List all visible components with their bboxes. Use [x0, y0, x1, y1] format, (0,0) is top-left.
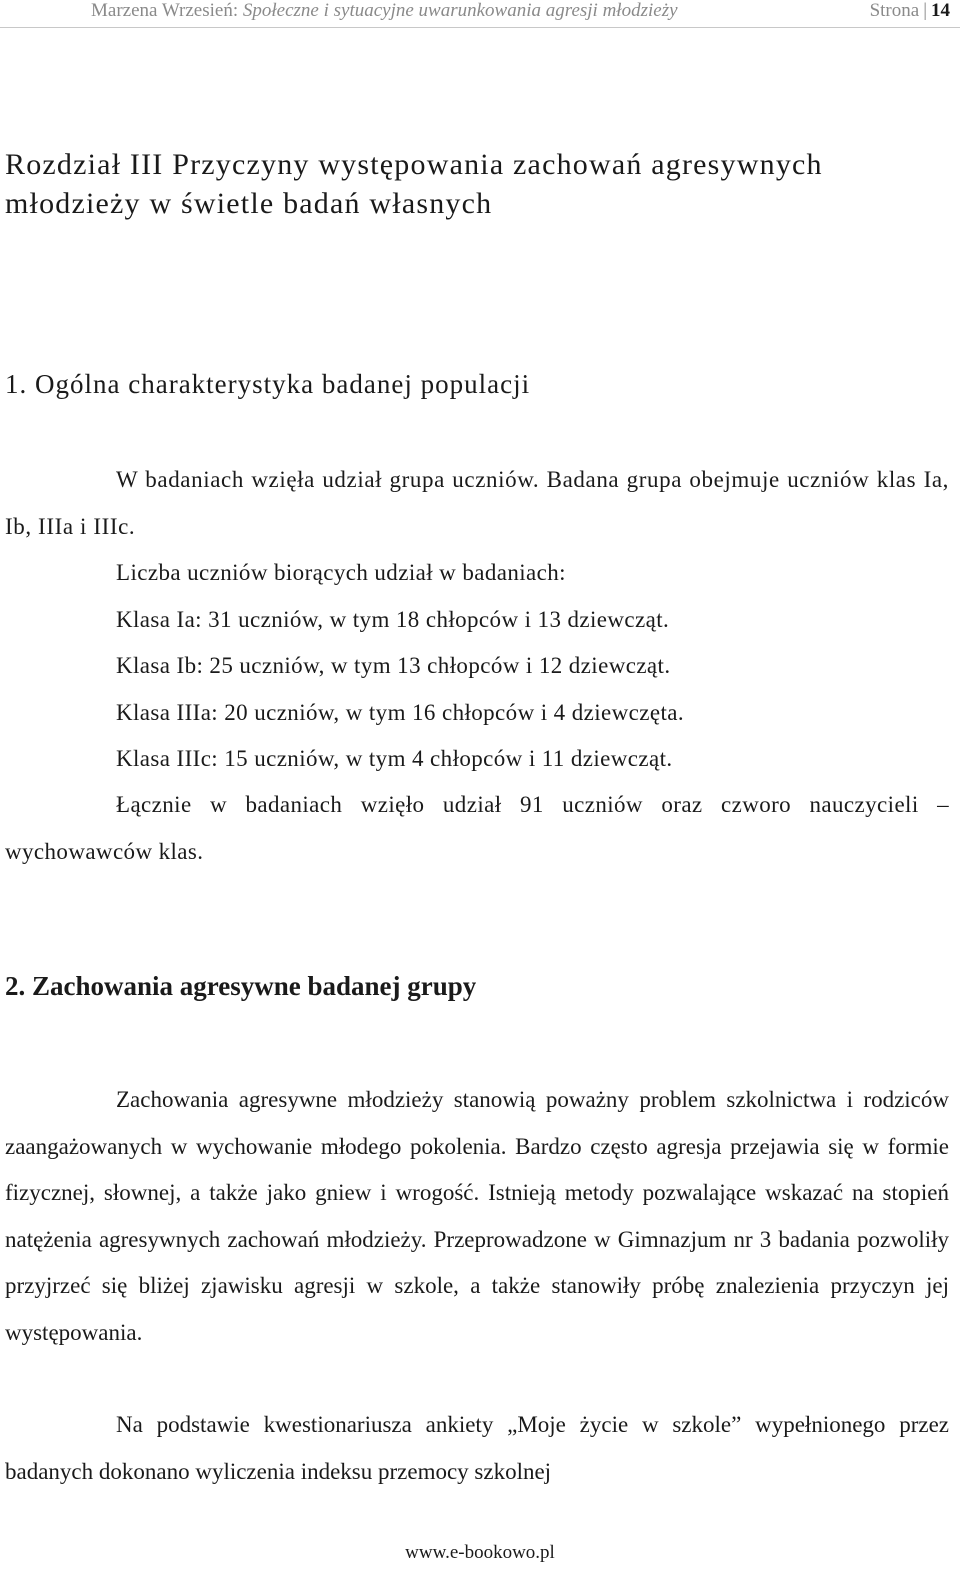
- page-indicator: [870, 0, 950, 22]
- section-2-paragraph-2: Na podstawie kwestionariusza ankiety „Moje życie w szkole” wypełnionego przez badanych dokonano wyliczenia indeksu przemocy szkolnej: [5, 1412, 949, 1484]
- running-title: [91, 0, 678, 22]
- header-subtitle: Społeczne i sytuacyjne uwarunkowania agresji młodzieży: [242, 0, 678, 21]
- page-header: [0, 0, 960, 28]
- class-list-item: Klasa Ib: 25 uczniów, w tym 13 chłopców i 12 dziewcząt.: [116, 653, 671, 678]
- class-list-heading: Liczba uczniów biorących udział w badaniach:: [116, 560, 566, 585]
- chapter-title: Rozdział III Przyczyny występowania zachowań agresywnych młodzieży w świetle badań własnych: [5, 148, 823, 220]
- section-1-summary: Łącznie w badaniach wzięło udział 91 uczniów oraz czworo nauczycieli – wychowawców klas.: [5, 792, 949, 864]
- page-label: Strona: [869, 0, 920, 21]
- section-1-title: 1. Ogólna charakterystyka badanej populacji: [5, 369, 531, 399]
- class-list: [5, 550, 949, 783]
- class-list-item: Klasa IIIa: 20 uczniów, w tym 16 chłopców i 4 dziewczęta.: [116, 699, 685, 725]
- section-2-title: 2. Zachowania agresywne badanej grupy: [5, 971, 477, 1001]
- section-2-paragraph-1: Zachowania agresywne młodzieży stanowią poważny problem szkolnictwa i rodziców zaangażowanych w wychowanie młodego pokolenia. Bardzo często agresja przejawia się w formie fizycznej, słownej, a także jako gniew i wrogość. Istnieją metody pozwalające wskazać na stopień natężenia agresywnych zachowań młodzieży. Przeprowadzone w Gimnazjum nr 3 badania pozwoliły przyjrzeć się bliżej zjawisku agresji w szkole, a także stanowiły próbę znalezienia przyczyn jej występowania.: [5, 1087, 949, 1345]
- class-list-item: Klasa IIIc: 15 uczniów, w tym 4 chłopców i 11 dziewcząt.: [116, 746, 673, 771]
- class-list-item: Klasa Ia: 31 uczniów, w tym 18 chłopców i 13 dziewcząt.: [116, 606, 670, 632]
- footer-website: www.e-bookowo.pl: [405, 1542, 555, 1563]
- page-separator: |: [923, 0, 927, 21]
- page-number: 14: [931, 0, 950, 21]
- header-author: Marzena Wrzesień:: [91, 0, 239, 21]
- section-1-intro: W badaniach wzięła udział grupa uczniów. Badana grupa obejmuje uczniów klas Ia, Ib, IIIa i IIIc.: [5, 467, 949, 539]
